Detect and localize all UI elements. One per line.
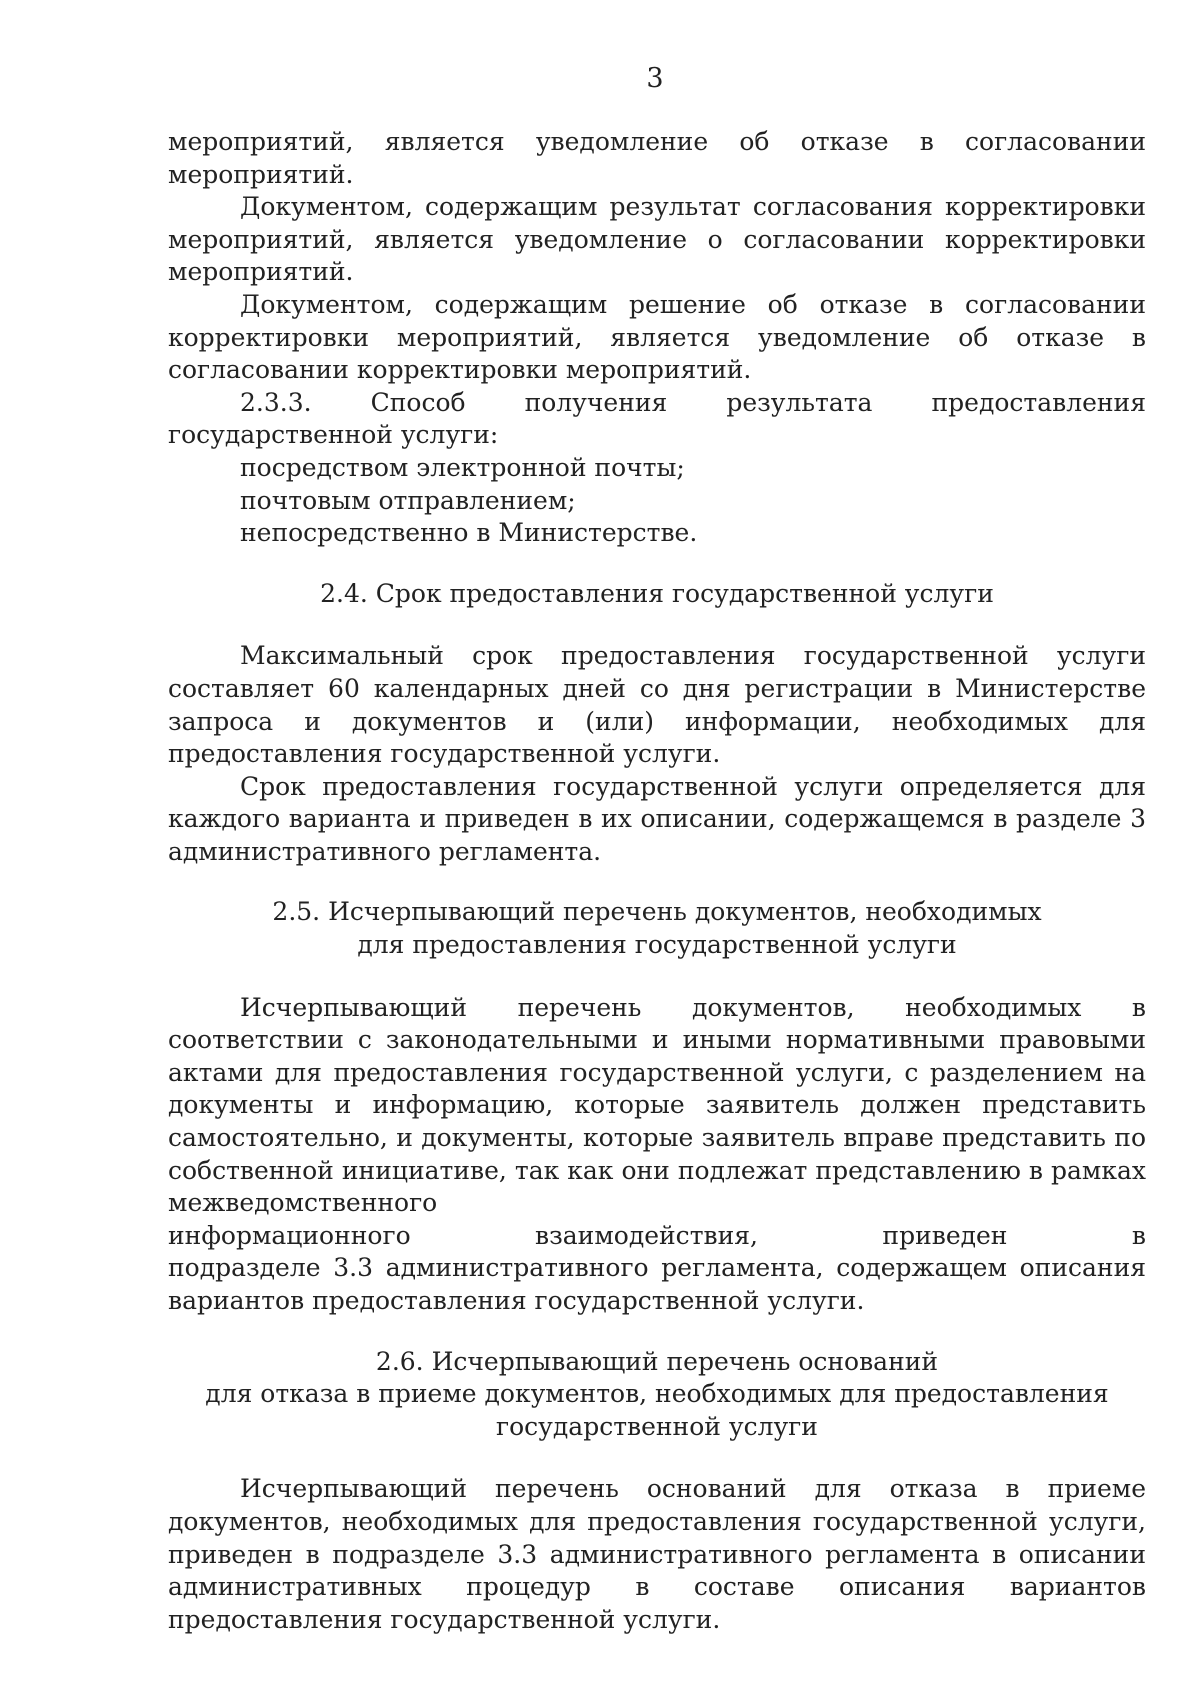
list-item: посредством электронной почты; [240,452,685,482]
paragraph-refusal-grounds: Исчерпывающий перечень оснований для отказа в приеме документов, необходимых для предоставления государственной услуги, приведен в подразделе 3.3 административного регламента в описании административных процедур в составе описания вариантов предоставления государственной услуги. [168,1474,1146,1634]
heading-line: для отказа в приеме документов, необходимых для предоставления [205,1379,1109,1409]
list-item: почтовым отправлением; [240,485,576,515]
heading-line: 2.4. Срок предоставления государственной услуги [320,578,994,608]
heading-line: 2.5. Исчерпывающий перечень документов, необходимых [272,897,1042,927]
paragraph-notice-refusal: мероприятий, является уведомление об отказе в согласовании мероприятий. [168,127,1146,189]
paragraph-refusal-document: Документом, содержащим решение об отказе в согласовании корректировки мероприятий, является уведомление об отказе в согласовании корректировки мероприятий. [168,289,1146,385]
paragraph-documents-list: Исчерпывающий перечень документов, необходимых в соответствии с законодательными и иными нормативными правовыми актами для предоставления государственной услуги, с разделением на документы и информацию, которые заявитель должен представить самостоятельно, и документы, которые заявитель вправе представить по собственной инициативе, так как они подлежат представлению в рамках межведомственного [168,992,1146,1218]
heading-line: для предоставления государственной услуги [357,930,957,960]
heading-line: государственной услуги [496,1411,818,1441]
section-heading-2-5 [168,896,1146,961]
section-heading-2-4 [168,578,1146,611]
section-heading-2-6 [168,1346,1146,1444]
page-number: 3 [646,63,664,94]
document-body [168,126,1146,1636]
list-item: непосредственно в Министерстве. [240,518,698,548]
paragraph-result-method: 2.3.3. Способ получения результата предоставления государственной услуги: [168,387,1146,450]
paragraph-max-term: Максимальный срок предоставления государственной услуги составляет 60 календарных дней со дня регистрации в Министерстве запроса и документов и (или) информации, необходимых для предоставления государственной услуги. [168,641,1146,769]
paragraph-documents-list-end: подразделе 3.3 административного регламента, содержащем описания вариантов предоставления государственной услуги. [168,1253,1146,1315]
heading-line: 2.6. Исчерпывающий перечень оснований [375,1346,939,1376]
paragraph-documents-list-line: информационного взаимодействия, приведен в [168,1220,1146,1250]
paragraph-term-variant: Срок предоставления государственной услуги определяется для каждого варианта и приведен в их описании, содержащемся в разделе 3 административного регламента. [168,771,1146,866]
paragraph-result-document: Документом, содержащим результат согласования корректировки мероприятий, является уведомление о согласовании корректировки мероприятий. [168,192,1146,287]
